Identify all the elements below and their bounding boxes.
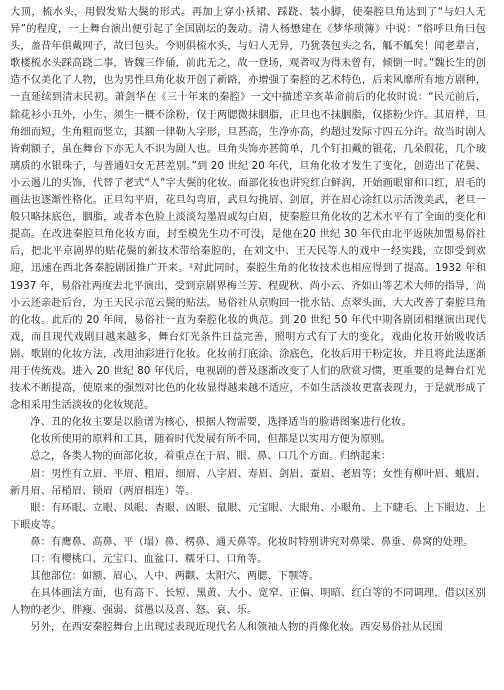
paragraph-techniques: 在具体画法方面，也有高下、长短、黑黄、大小、宽窄、正偏、明暗、红白等的不同调理，借以区别人物的老少、胖瘦、强弱、贫愚以及喜、怒、哀、乐。 [10, 588, 486, 617]
paragraph-eyebrows: 眉：男性有立眉、平眉、粗眉、细眉、八字眉、寿眉、剑眉、蚕眉、老眉等；女性有柳叶眉、蛾眉、新月眉、吊梢眉、锁眉（两眉相连）等。 [10, 468, 486, 497]
paragraph-jing-chou-makeup: 净、丑的化妆主要是以脸谱为核心，根据人物需要，选择适当的脸谱图案进行化妆。 [30, 417, 412, 429]
document-page [10, 4, 486, 636]
paragraph-other-parts: 其他部位：如额、眉心、人中、两颧、太阳穴、两腮、下颚等。 [30, 571, 319, 583]
paragraph-materials-tools: 化妆所使用的原料和工具，随着时代发展有所不同，但都是以实用方便为原则。 [30, 434, 392, 446]
paragraph-eyes: 眼：有环眼、立眼、凤眼、杏眼、凶眼、鼠眼、元宝眼、大眼角、小眼角、上下睫毛、上下眼边、上下眼皮等。 [10, 502, 486, 531]
paragraph-mouth: 口：有樱桃口、元宝口、血盆口、糯牙口、口角等。 [30, 554, 268, 565]
paragraph-portrait-makeup: 另外，在西安秦腔舞台上出现过表现近现代名人和领袖人物的肖像化妆。西安易俗社从民国 [30, 622, 443, 634]
paragraph-summary: 总之，各类人物的面部化妆，着重点在于眉、眼、鼻、口几个方面。归纳起来： [30, 451, 392, 463]
paragraph-nose: 鼻：有鹰鼻、高鼻、平（塌）鼻、楞鼻、通天鼻等。化妆时特别讲究对鼻梁、鼻垂、鼻窝的处理。 [30, 536, 474, 548]
paragraph-makeup-history: 大顶，梳水头，用假发贴大鬓的形式。再加上穿小袄裙、踩跷、装小脚，使秦腔旦角达到了“与妇人无异”的程度，一上舞台演出便引起了全国剧坛的轰动。清人杨懋建在《梦华琐簿》中说：“俗呼旦角曰包头，盖昔年俱戴网子，故曰包头。今则俱梳水头，与妇人无异，乃犹袭包头之名，觚不觚矣！闻老辈言，歌楼梳水头踩高跷二事，皆魏三作俑，前此无之，故一登场，观者叹为得未曾有，倾倒一时。”魏长生的创造不仅美化了人物，也为男性旦角化妆开创了新路，亦增强了秦腔的艺术特色，后来风靡所有地方剧种，一直延续到清末民初。萧剑华在《三十年来的秦腔》一文中描述辛亥革命前后的化妆时说：“民元前后，除花衫小丑外，小生、须生一概不涂粉，仅于两腮微抹胭脂，正旦也不抹胭脂，仅搽粉少许。其眉样，旦角细而短，生角粗而竖立，其额一律勒人字形，旦甚高，生净亦高，约超过发际寸四五分许。故当时剧人皆剃额子，虽在舞台下亦无人不识为剧人也。旦角头饰亦甚简单，几个钉扣戴的银花，几朵假花，几个玻璃质的水银珠子，与普通妇女无甚差别。”到 20 世纪 20 年代，旦角化妆才发生了变化，创造出了花鬓、小云遏儿的头饰，代替了老式“人”字大鬓的化妆。面部化妆也讲究红白鲜润，开始画眼窜和口红，眉毛的画法也逐渐性格化。正旦勾平眉，花旦勾弯眉，武旦勾挑眉、剑眉，并在眉心涂红以示活泼美武，老旦一般只略抹底色，胭脂，或者本色脸上淡淡勾墨眉或勾白眉，使秦腔旦角化妆的艺术水平有了全面的变化和提高。在改进秦腔旦角化妆方面，封至模先生功不可没，是他在20 世纪 30 年代由北平返陕加盟易俗社后，把北平京剧界的贴花鬓的新技术带给秦腔的，在刘文中、王天民等人的戏中一经实践，立即受到欢迎，迅速在西北各秦腔剧团推广开来。¹对此同时，秦腔生角的化妆技术也相应得到了提高。1932 年和 1937 年，易俗社两度去北平演出，受到京剧界梅兰芳、程砚秋、尚小云、齐如山等艺术大师的指导，尚小云还亲赴后台，为王天民示范云鬓的贴法。易俗社从京购回一批水钻、点翠头面，大大改善了秦腔旦角的化妆。此后的 20 年间，易俗社一直为秦腔化妆的典范。到 20 世纪 50 年代中期各剧团相继演出现代戏，而且现代戏剧目越来越多，舞台灯光条件日益完善，照明方式有了大的变化，戏曲化妆开始吸收话剧、歌剧的化妆方法，改用油彩进行化妆。化妆前打底涂、涂底色，化妆后用干粉定妆，并且将此法逐渐用于传统戏。进入 20 世纪 80 年代后，电视剧的普及逐渐改变了人们的欣赏习惯，更重要的是舞台灯光技术不断提高，使原来的强烈对比色的化妆显得越来越不适应，不如生活淡妆更富表现力，于是就形成了念相采用生活淡妆的化妆规范。 [10, 7, 486, 412]
